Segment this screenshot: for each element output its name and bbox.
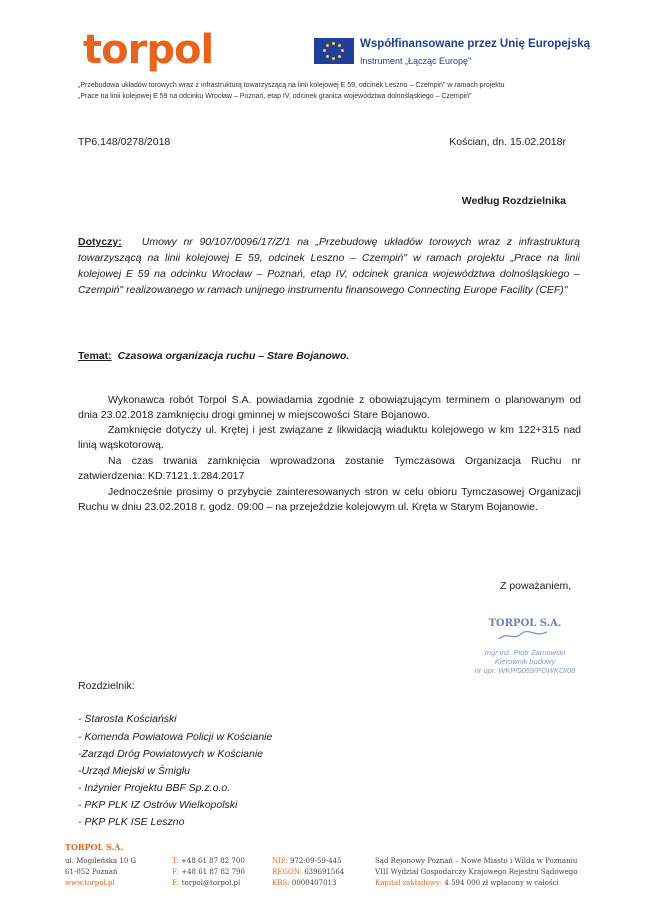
list-item: -Urząd Miejski w Śmiglu xyxy=(78,765,191,777)
distribution-title: Rozdzielnik: xyxy=(78,680,135,692)
torpol-logo xyxy=(83,27,214,73)
paragraph-1: Wykonawca robót Torpol S.A. powiadamia zgodnie z obowiązującym terminem o planowanym od dnia 23.02.2018 zamknięciu drogi gminnej w miejscowości Stare Bojanowo. xyxy=(78,394,581,421)
footer-address: ul. Mogileńska 10 G 61-052 Poznań www.torpol.pl xyxy=(65,857,137,887)
eu-instrument: Instrument „Łącząc Europę" xyxy=(360,56,472,66)
subject-line xyxy=(78,350,349,362)
list-item: - PKP PLK IZ Ostrów Wielkopolski xyxy=(78,799,238,811)
signature-stamp xyxy=(465,618,585,675)
footer-court: Sąd Rejonowy Poznań – Nowe Miasto i Wilda w Poznaniu VIII Wydział Gospodarczy Krajowego Rejestru Sądowego Kapitał zakładowy: 4 594 000 zł wpłacony w całości xyxy=(375,857,578,887)
footer-registration: NIP: 972-09-59-445 REGON: 639691564 KRS: 0000407013 xyxy=(272,857,345,887)
reference-number: TP6.148/0278/2018 xyxy=(78,136,171,148)
recipient: Według Rozdzielnika xyxy=(461,195,566,207)
project-line-2: „Prace na linii kolejowej E 59 na odcinku Wrocław – Poznań, etap IV, odcinek granica województwa dolnośląskiego – Czempiń" xyxy=(78,93,472,100)
project-line-1: „Przebudowa układów torowych wraz z infrastrukturą towarzyszącą na linii kolejowej E 59, odcinek Leszno – Czempiń" w ramach projektu xyxy=(78,82,505,89)
list-item: - PKP PLK ISE Leszno xyxy=(78,816,185,828)
paragraph-4: Jednocześnie prosimy o przybycie zainteresowanych stron w celu obioru Tymczasowej Organizacji Ruchu w dniu 23.02.2018 r. godz. 09:00 – na przejeździe kolejowym ul. Kręta w Starym Bojanowie. xyxy=(78,486,581,513)
paragraph-3: Na czas trwania zamknięcia wprowadzona zostanie Tymczasowa Organizacja Ruchu nr zatwierdzenia: KD.7121.1.284.2017 xyxy=(78,455,581,482)
list-item: - Inżynier Projektu BBF Sp.z.o.o. xyxy=(78,782,231,794)
logo-text: torpol xyxy=(83,27,214,73)
closing: Z poważaniem, xyxy=(500,580,572,592)
signature-icon xyxy=(495,629,555,643)
list-item: -Zarząd Dróg Powiatowych w Kościanie xyxy=(78,748,263,760)
concerns-label: Dotyczy: xyxy=(78,236,122,248)
eu-flag-icon xyxy=(314,38,354,64)
eu-funding-title: Współfinansowane przez Unię Europejską xyxy=(360,38,591,50)
concerns-block xyxy=(78,234,580,298)
stamp-name: mgr inż. Piotr Żarnowski xyxy=(484,648,566,657)
stamp-role: Kierownik budowy xyxy=(494,657,556,666)
subject-text: Czasowa organizacja ruchu – Stare Bojanowo. xyxy=(117,350,350,362)
subject-label: Temat: xyxy=(78,350,112,362)
list-item: - Starosta Kościański xyxy=(78,713,177,725)
concerns-text: Umowy nr 90/107/0096/17/Z/1 na „Przebudowę układów torowych wraz z infrastrukturą towarzyszącą na linii kolejowej E 59, odcinek Leszno – Czempiń" w ramach projektu „Prace na linii kolejowej E 59 na odcinku Wrocław – Poznań, etap IV, odcinek granica województwa dolnośląskiego – Czempiń" realizowanego w ramach unijnego instrumentu finansowego Connecting Europe Facility (CEF)" xyxy=(78,236,580,296)
footer-contact: T: +48 61 87 82 700 F: +48 61 87 82 790 E: torpol@torpol.pl xyxy=(172,857,245,887)
stamp-company: TORPOL S.A. xyxy=(488,618,562,629)
place-date: Kościan, dn. 15.02.2018r xyxy=(449,136,566,148)
list-item: - Komenda Powiatowa Policji w Kościanie xyxy=(78,731,273,743)
paragraph-2: Zamknięcie dotyczy ul. Krętej i jest związane z likwidacją wiaduktu kolejowego w km 122+315 nad linią wąskotorową. xyxy=(78,424,581,451)
footer-company: TORPOL S.A. xyxy=(65,842,124,852)
stamp-license: nr upr. WKP/0059/POWKO/08 xyxy=(474,666,576,675)
